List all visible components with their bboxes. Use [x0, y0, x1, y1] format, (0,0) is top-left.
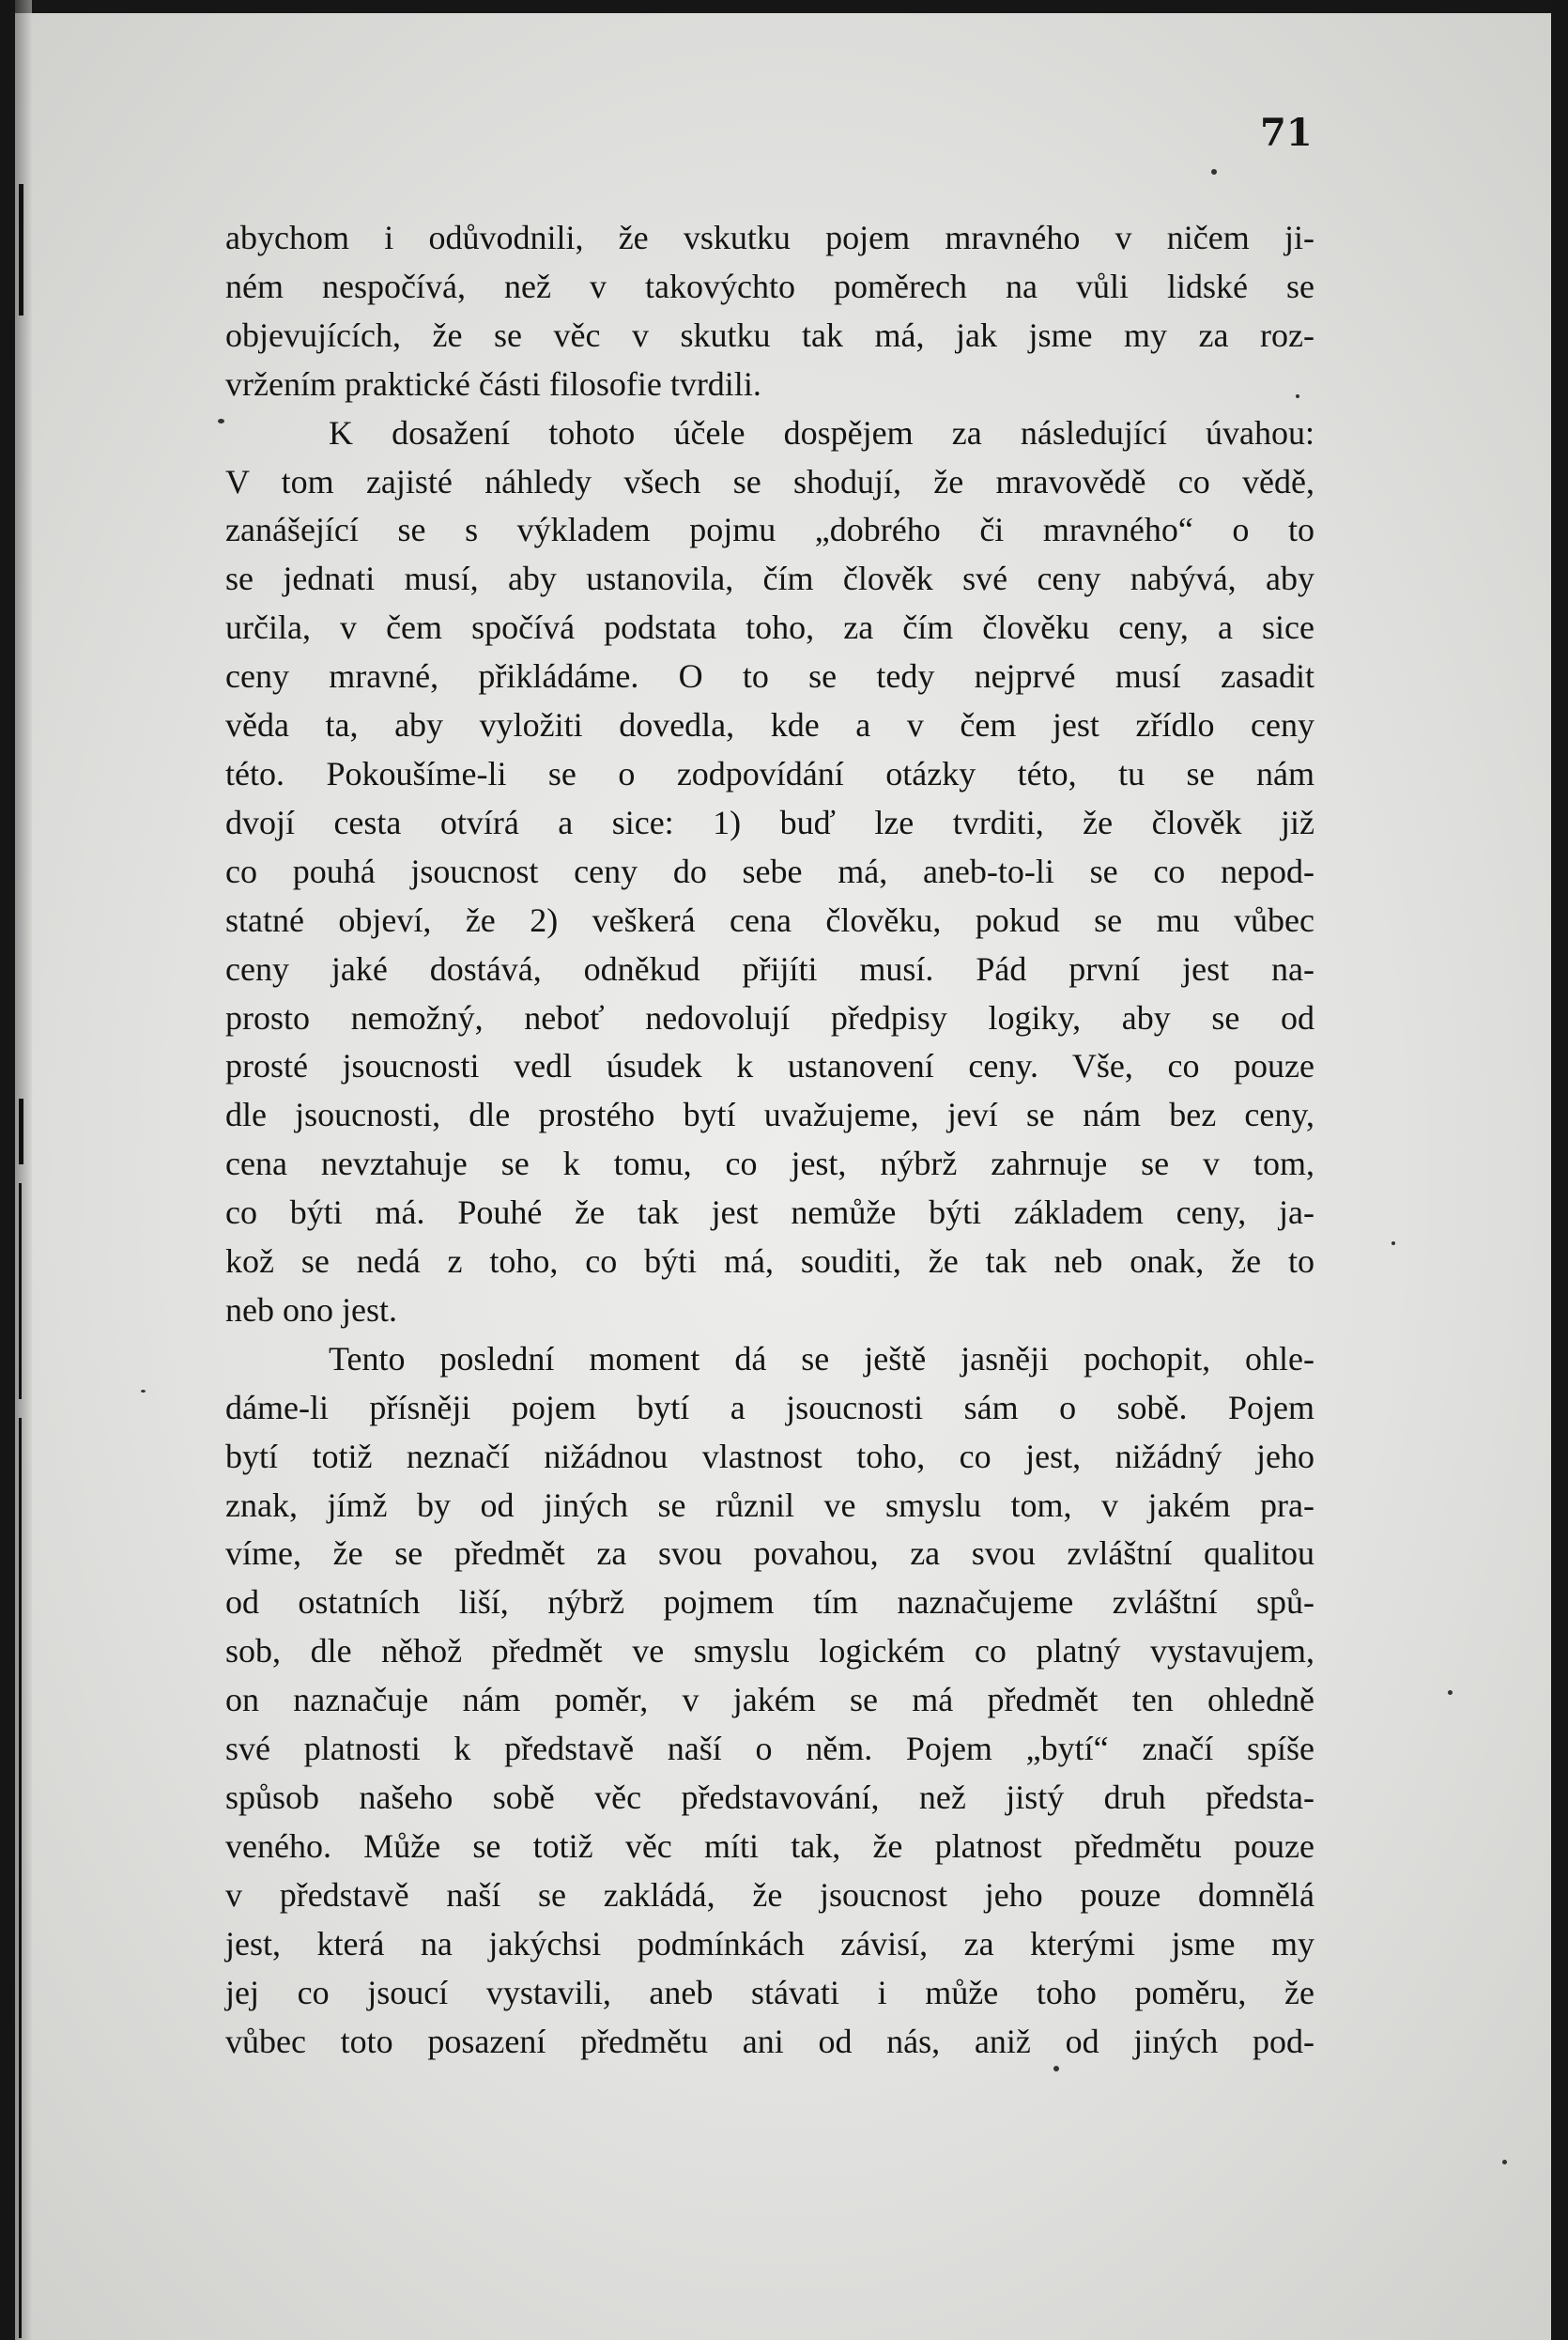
- text-line: prosto nemožný, neboť nedovolují předpisy logiky, aby se od: [225, 998, 1314, 1037]
- text-line: v představě naší se zakládá, že jsoucnost jeho pouze domnělá: [225, 1875, 1314, 1914]
- print-speck: [1391, 1241, 1395, 1245]
- binding-mark: [19, 1418, 22, 2338]
- text-line: prosté jsoucnosti vedl úsudek k ustanovení ceny. Vše, co pouze: [225, 1047, 1314, 1085]
- binding-mark: [19, 1099, 23, 1164]
- text-line: dle jsoucnosti, dle prostého bytí uvažujeme, jeví se nám bez ceny,: [225, 1096, 1314, 1134]
- text-line: on naznačuje nám poměr, v jakém se má předmět ten ohledně: [225, 1681, 1314, 1719]
- text-line: co pouhá jsoucnost ceny do sebe má, aneb-to-li se co nepod-: [225, 852, 1314, 890]
- text-line: kož se nedá z toho, co býti má, souditi, že tak neb onak, že to: [225, 1242, 1314, 1281]
- text-line: ném nespočívá, než v takovýchto poměrech na vůli lidské se: [225, 267, 1314, 305]
- text-line: ceny mravné, přikládáme. O to se tedy nejprvé musí zasadit: [225, 657, 1314, 696]
- text-line: dvojí cesta otvírá a sice: 1) buď lze tvrditi, že člověk již: [225, 803, 1314, 841]
- text-line: K dosažení tohoto účele dospějem za následující úvahou:: [329, 413, 1314, 452]
- text-line: ceny jaké dostává, odněkud přijíti musí. Pád první jest na-: [225, 949, 1314, 988]
- text-line: co býti má. Pouhé že tak jest nemůže býti základem ceny, ja-: [225, 1193, 1314, 1232]
- text-line: vržením praktické části filosofie tvrdili.: [225, 364, 761, 403]
- text-line: veného. Může se totiž věc míti tak, že platnost předmětu pouze: [225, 1826, 1314, 1865]
- text-line: sob, dle něhož předmět ve smyslu logickém co platný vystavujem,: [225, 1632, 1314, 1670]
- text-line: bytí totiž neznačí nižádnou vlastnost toho, co jest, nižádný jeho: [225, 1437, 1314, 1475]
- text-line: neb ono jest.: [225, 1290, 397, 1329]
- text-line: se jednati musí, aby ustanovila, čím člověk své ceny nabývá, aby: [225, 560, 1314, 598]
- text-line: této. Pokoušíme-li se o zodpovídání otázky této, tu se nám: [225, 754, 1314, 793]
- binding-mark: [19, 1183, 22, 1399]
- text-line: Tento poslední moment dá se ještě jasněji pochopit, ohle-: [329, 1339, 1314, 1378]
- binding-mark: [19, 184, 23, 316]
- text-line: jej co jsoucí vystavili, aneb stávati i může toho poměru, že: [225, 1973, 1314, 2011]
- scan-border-top: [0, 0, 1568, 13]
- text-line: věda ta, aby vyložiti dovedla, kde a v čem jest zřídlo ceny: [225, 706, 1314, 745]
- print-speck: [141, 1390, 146, 1393]
- print-speck: [1448, 1690, 1453, 1695]
- text-line: od ostatních liší, nýbrž pojmem tím naznačujeme zvláštní spů-: [225, 1583, 1314, 1622]
- text-line: víme, že se předmět za svou povahou, za svou zvláštní qualitou: [225, 1534, 1314, 1573]
- text-line: dáme-li přísněji pojem bytí a jsoucnosti sám o sobě. Pojem: [225, 1388, 1314, 1426]
- scan-border-left: [0, 0, 15, 2340]
- print-speck: [218, 419, 224, 423]
- text-line: cena nevztahuje se k tomu, co jest, nýbrž zahrnuje se v tom,: [225, 1145, 1314, 1183]
- text-line: abychom i odůvodnili, že vskutku pojem mravného v ničem ji-: [225, 219, 1314, 256]
- text-line: objevujících, že se věc v skutku tak má, jak jsme my za roz-: [225, 316, 1314, 354]
- text-line: určila, v čem spočívá podstata toho, za čím člověku ceny, a sice: [225, 608, 1314, 647]
- text-line: znak, jímž by od jiných se různil ve smyslu tom, v jakém pra-: [225, 1486, 1314, 1524]
- text-line: spůsob našeho sobě věc představování, než jistý druh předsta-: [225, 1778, 1314, 1816]
- scan-border-right: [1551, 0, 1568, 2340]
- page-number: 71: [1260, 111, 1313, 155]
- text-line: V tom zajisté náhledy všech se shodují, že mravovědě co vědě,: [225, 462, 1314, 500]
- print-speck: [1053, 2066, 1059, 2071]
- text-line: vůbec toto posazení předmětu ani od nás, aniž od jiných pod-: [225, 2022, 1314, 2060]
- text-line: statné objeví, že 2) veškerá cena člověku, pokud se mu vůbec: [225, 901, 1314, 939]
- print-speck: [1211, 169, 1217, 175]
- text-line: zanášející se s výkladem pojmu „dobrého či mravného“ o to: [225, 511, 1314, 549]
- body-text: [225, 214, 1314, 2066]
- print-speck: [1502, 2160, 1507, 2164]
- text-line: své platnosti k představě naší o něm. Pojem „bytí“ značí spíše: [225, 1730, 1314, 1768]
- text-line: jest, která na jakýchsi podmínkách závisí, za kterými jsme my: [225, 1924, 1314, 1963]
- binding-gutter: [15, 0, 32, 2340]
